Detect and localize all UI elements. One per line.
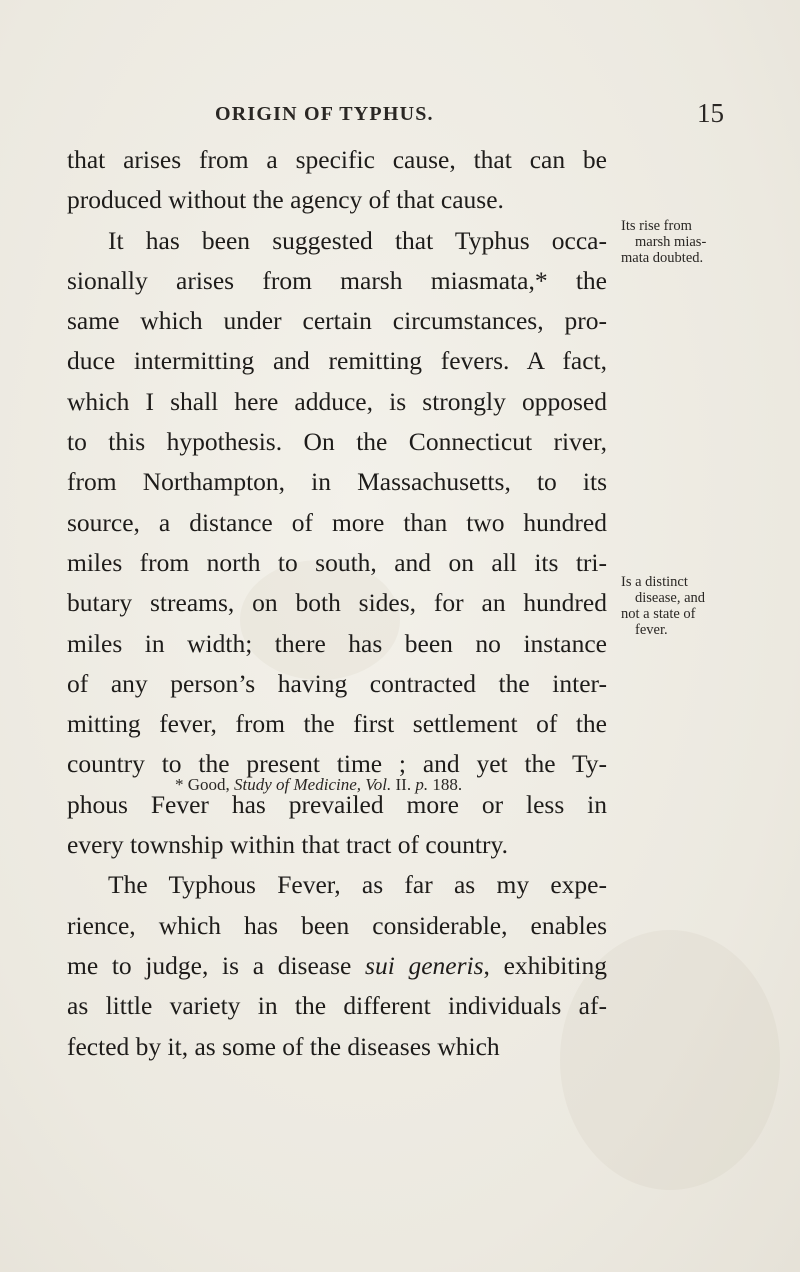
text-line: The Typhous Fever, as far as my expe- bbox=[108, 870, 607, 900]
text-line: of any person’s having contracted the inter- bbox=[67, 668, 607, 698]
text-line: miles from north to south, and on all its tri- bbox=[67, 547, 607, 577]
text-line: duce intermitting and remitting fevers. A fact, bbox=[67, 346, 607, 376]
text-line: which I shall here adduce, is strongly opposed bbox=[67, 386, 607, 416]
text-line: that arises from a specific cause, that can be bbox=[67, 145, 607, 174]
footnote-marker: * Good, bbox=[175, 775, 235, 794]
text-line: miles in width; there has been no instance bbox=[67, 628, 607, 658]
page-number: 15 bbox=[697, 98, 724, 128]
running-head: ORIGIN OF TYPHUS. bbox=[215, 103, 434, 125]
marginal-note-line: disease, and bbox=[635, 590, 706, 606]
text-line-with-italic bbox=[67, 946, 607, 986]
text-line: mitting fever, from the first settlement of the bbox=[67, 709, 607, 739]
marginal-note-line: marsh mias- bbox=[635, 234, 707, 250]
footnote-title: Study of Medicine, Vol. bbox=[234, 775, 392, 794]
footnote-page-label: p. bbox=[415, 775, 429, 794]
text-line: same which under certain circumstances, pro- bbox=[67, 306, 607, 336]
line-end: , exhibiting bbox=[483, 950, 608, 980]
text-line: produced without the agency of that cause. bbox=[67, 185, 504, 215]
marginal-note-marsh-miasmata bbox=[621, 218, 796, 266]
text-line: as little variety in the different individuals af- bbox=[67, 991, 607, 1021]
body-text bbox=[67, 140, 607, 1067]
text-line: to this hypothesis. On the Connecticut river, bbox=[67, 427, 607, 457]
line-start: me to judge, is a disease bbox=[67, 950, 366, 980]
footnote-volume: II. bbox=[391, 775, 416, 794]
footnote-page: 188. bbox=[428, 775, 463, 794]
text-line: from Northampton, in Massachusetts, to its bbox=[67, 467, 607, 497]
text-line: It has been suggested that Typhus occa- bbox=[108, 225, 607, 255]
text-line: rience, which has been considerable, enables bbox=[67, 910, 607, 940]
footnote bbox=[175, 775, 462, 795]
marginal-note-line: not a state of bbox=[621, 606, 696, 622]
text-line: every township within that tract of country. bbox=[67, 830, 508, 860]
text-line: country to the present time ; and yet the Ty- bbox=[67, 749, 607, 779]
italic-phrase: sui generis bbox=[365, 950, 484, 980]
text-line: sionally arises from marsh miasmata,* the bbox=[67, 265, 607, 295]
marginal-note-distinct-disease bbox=[621, 574, 796, 638]
marginal-note-line: fever. bbox=[635, 622, 668, 638]
text-line: butary streams, on both sides, for an hundred bbox=[67, 588, 607, 618]
text-line: source, a distance of more than two hundred bbox=[67, 507, 607, 537]
marginal-note-line: mata doubted. bbox=[621, 250, 704, 266]
text-line: phous Fever has prevailed more or less in bbox=[67, 789, 607, 819]
text-line: fected by it, as some of the diseases which bbox=[67, 1031, 500, 1061]
marginal-note-line: Its rise from bbox=[621, 218, 692, 234]
marginal-note-line: Is a distinct bbox=[621, 574, 688, 590]
